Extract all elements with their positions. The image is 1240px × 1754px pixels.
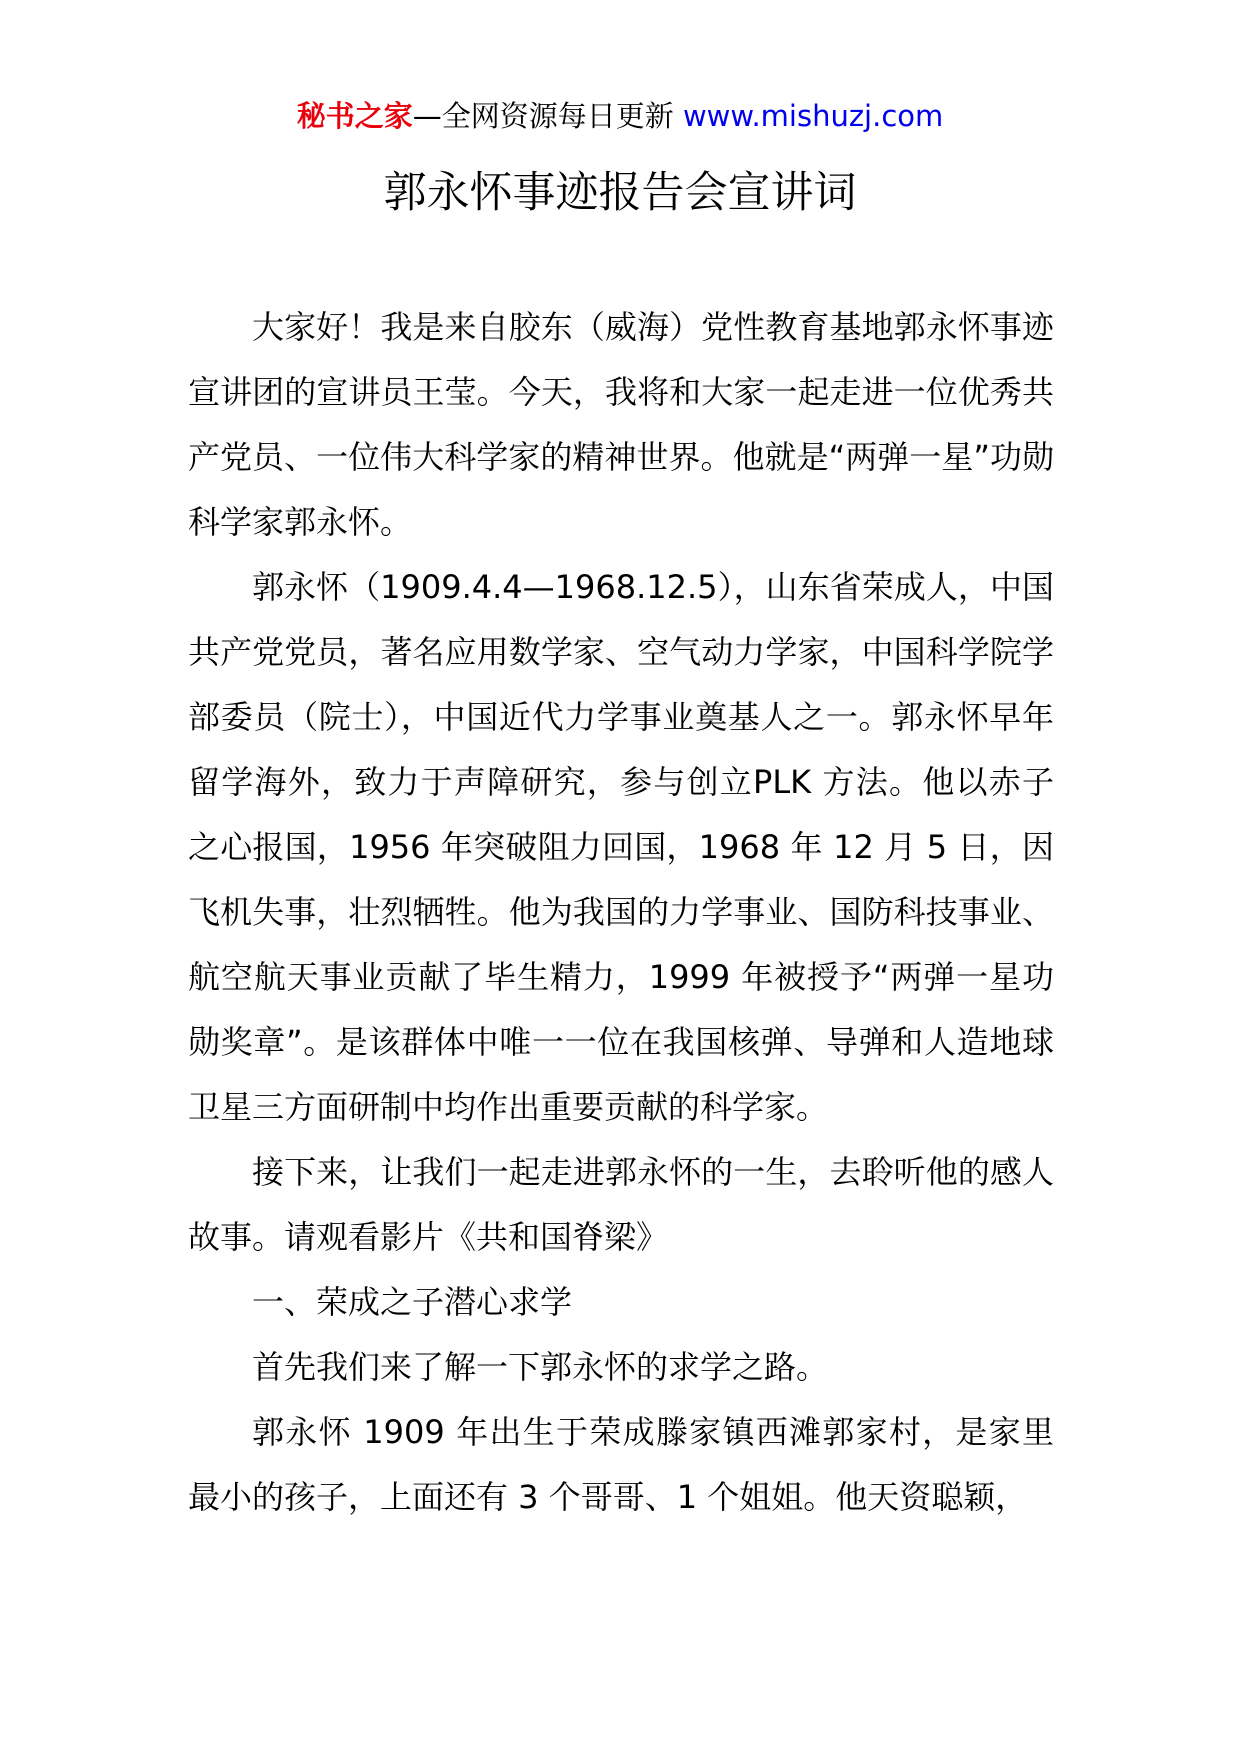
site-tagline: —全网资源每日更新 <box>412 99 683 133</box>
site-header <box>0 96 1240 136</box>
paragraph-intro: 大家好！我是来自胶东（威海）党性教育基地郭永怀事迹宣讲团的宣讲员王莹。今天，我将和大家一起走进一位优秀共产党员、一位伟大科学家的精神世界。他就是“两弹一星”功勋科学家郭永怀。 <box>188 308 1054 541</box>
document-title: 郭永怀事迹报告会宣讲词 <box>383 168 857 218</box>
paragraph-biography: 郭永怀（1909.4.4—1968.12.5），山东省荣成人，中国共产党党员，著名应用数学家、空气动力学家，中国科学院学部委员（院士），中国近代力学事业奠基人之一。郭永怀早年留学海外，致力于声障研究，参与创立PLK 方法。他以赤子之心报国，1956 年突破阻力回国，1968 年 12 月 5 日，因飞机失事，壮烈牺牲。他为我国的力学事业、国防科技事业、航空航天事业贡献了毕生精力，1999 年被授予“两弹一星功勋奖章”。是该群体中唯一一位在我国核弹、导弹和人造地球卫星三方面研制中均作出重要贡献的科学家。 <box>188 568 1054 1126</box>
document-body <box>188 295 1054 1530</box>
paragraph-childhood: 郭永怀 1909 年出生于荣成滕家镇西滩郭家村，是家里最小的孩子，上面还有 3 个哥哥、1 个姐姐。他天资聪颖， <box>188 1413 1054 1516</box>
paragraph-study-intro: 首先我们来了解一下郭永怀的求学之路。 <box>252 1348 829 1386</box>
paragraph-film-intro: 接下来，让我们一起走进郭永怀的一生，去聆听他的感人故事。请观看影片《共和国脊梁》 <box>188 1153 1054 1256</box>
section-heading: 一、荣成之子潜心求学 <box>252 1283 573 1321</box>
site-url-link[interactable]: www.mishuzj.com <box>682 99 944 133</box>
brand-name: 秘书之家 <box>296 99 413 133</box>
